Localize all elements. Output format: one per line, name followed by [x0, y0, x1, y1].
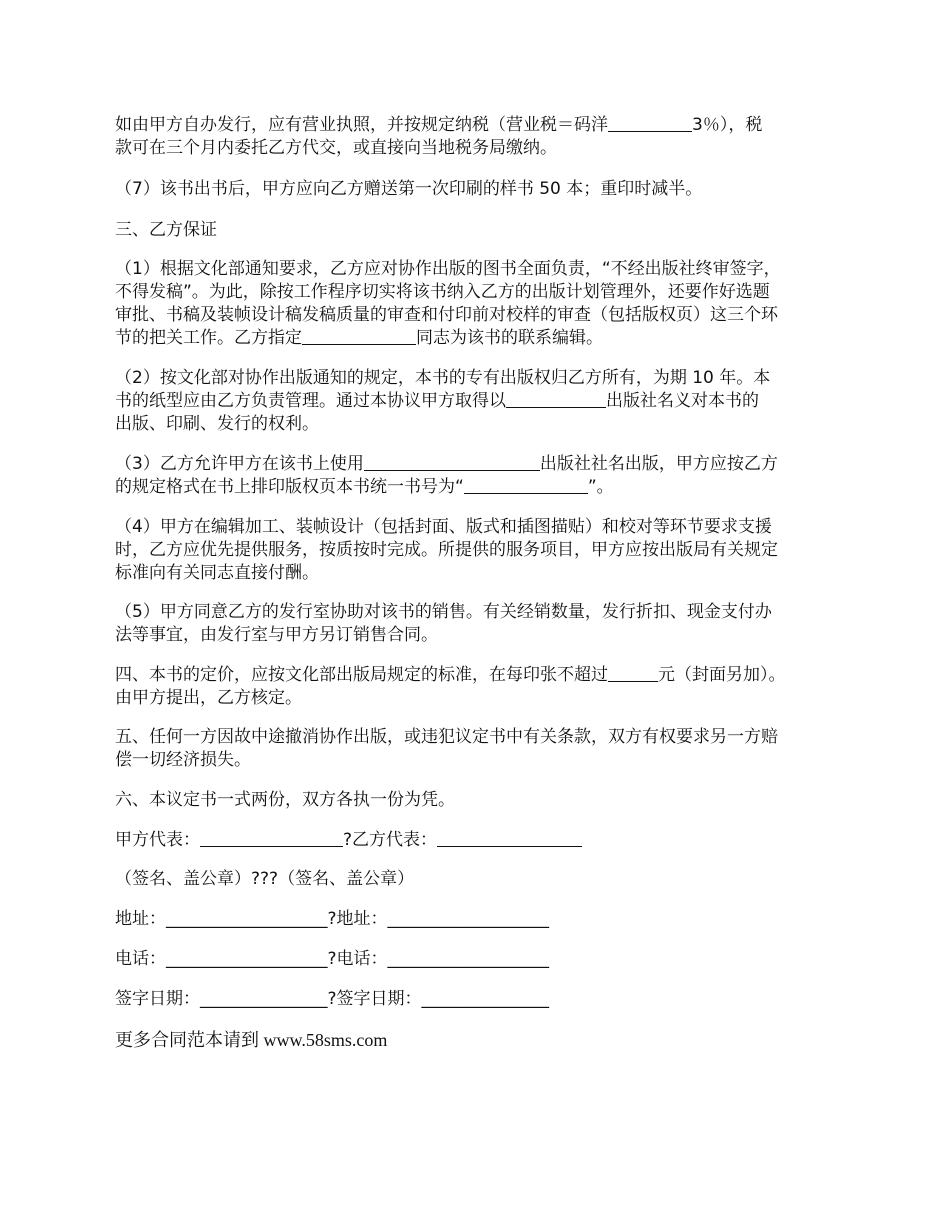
- section-5-line-2: 偿一切经济损失。: [115, 750, 251, 770]
- clause-3-line-1: （3）乙方允许甲方在该书上使用 出版社社名出版，甲方应按乙方: [115, 454, 778, 474]
- party-a-date-blank: _______________: [200, 989, 328, 1009]
- clause-5-line-1: （5）甲方同意乙方的发行室协助对该书的销售。有关经销数量，发行折扣、现金支付办: [115, 602, 772, 622]
- clause-2-line-2: 书的纸型应由乙方负责管理。通过本协议甲方取得以 出版社名义对本书的: [115, 391, 759, 411]
- publisher-name-blank: [506, 390, 606, 408]
- tax-rate-blank: [608, 114, 692, 132]
- tax-rate-text: 3％），税: [692, 115, 763, 135]
- date-line: 签字日期：_______________?签字日期：_______________: [115, 989, 550, 1009]
- clause-1-line-3: 审批、书稿及装帧设计稿发稿质量的审查和付印前对校样的审查（包括版权页）这三个环: [115, 305, 778, 325]
- party-b-rep-blank: [437, 829, 582, 847]
- clause-7: （7）该书出书后，甲方应向乙方赠送第一次印刷的样书 50 本；重印时减半。: [115, 179, 703, 199]
- book-number-blank: [464, 476, 588, 494]
- editor-name-blank: [302, 327, 416, 345]
- clause-4-line-2: 时，乙方应优先提供服务，按质按时完成。所提供的服务项目，甲方应按出版局有关规定: [115, 540, 778, 560]
- seal-line: （签名、盖公章）???（签名、盖公章）: [115, 869, 415, 889]
- tax-line-2: 款可在三个月内委托乙方代交，或直接向当地税务局缴纳。: [115, 138, 557, 158]
- clause-3-line-2: 的规定格式在书上排印版权页本书统一书号为“ ”。: [115, 477, 614, 497]
- footer-link[interactable]: 更多合同范本请到 www.58sms.com: [115, 1030, 388, 1050]
- party-a-address-blank: ___________________: [166, 909, 328, 929]
- representative-line: 甲方代表： ?乙方代表：: [115, 829, 582, 851]
- address-line: 地址：___________________?地址：___________________: [115, 909, 550, 929]
- tax-line-1: [115, 114, 762, 136]
- party-b-date-blank: _______________: [421, 989, 550, 1009]
- clause-2-line-1: （2）按文化部对协作出版通知的规定，本书的专有出版权归乙方所有，为期 10 年。本: [115, 368, 771, 388]
- tax-text: 如由甲方自办发行，应有营业执照，并按规定纳税（营业税＝码洋: [115, 115, 608, 135]
- section-4-line-1: 四、本书的定价，应按文化部出版局规定的标准，在每印张不超过 元（封面另加）。: [115, 665, 786, 685]
- party-b-phone-blank: ___________________: [387, 949, 550, 969]
- section-4-line-2: 由甲方提出，乙方核定。: [115, 688, 302, 708]
- price-blank: [608, 664, 658, 682]
- clause-1-line-2: 不得发稿”。为此，除按工作程序切实将该书纳入乙方的出版计划管理外，还要作好选题: [115, 282, 770, 302]
- clause-2-line-3: 出版、印刷、发行的权利。: [115, 414, 319, 434]
- clause-5-line-2: 法等事宜，由发行室与甲方另订销售合同。: [115, 625, 438, 645]
- clause-4-line-1: （4）甲方在编辑加工、装帧设计（包括封面、版式和插图描贴）和校对等环节要求支援: [115, 517, 772, 537]
- party-a-rep-blank: [200, 829, 343, 847]
- clause-4-line-3: 标准向有关同志直接付酬。: [115, 563, 319, 583]
- section-3-heading: 三、乙方保证: [115, 220, 217, 240]
- publisher-blank: [364, 453, 540, 471]
- section-5-line-1: 五、任何一方因故中途撤消协作出版，或违犯议定书中有关条款，双方有权要求另一方赔: [115, 727, 778, 747]
- party-b-address-blank: ___________________: [387, 909, 550, 929]
- party-a-phone-blank: ___________________: [166, 949, 328, 969]
- clause-1-line-4: 节的把关工作。乙方指定 同志为该书的联系编辑。: [115, 328, 603, 348]
- section-6: 六、本议定书一式两份，双方各执一份为凭。: [115, 790, 455, 810]
- phone-line: 电话：___________________?电话：___________________: [115, 949, 550, 969]
- clause-1-line-1: （1）根据文化部通知要求，乙方应对协作出版的图书全面负责，“不经出版社终审签字，: [115, 259, 781, 279]
